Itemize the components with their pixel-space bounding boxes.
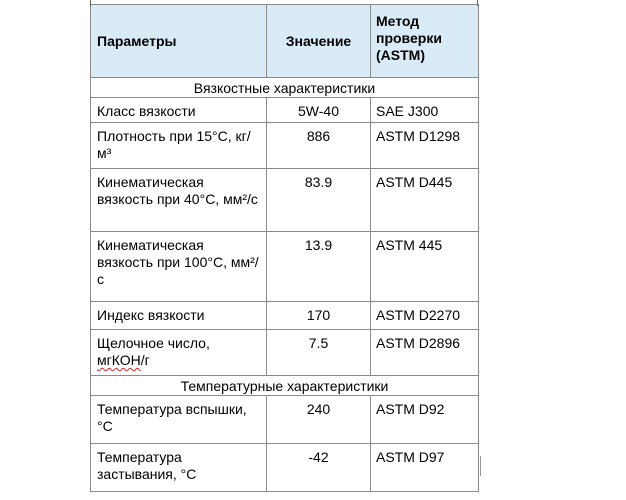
row-method: SAE J300 [371,98,479,123]
row-method: ASTM 445 [371,232,479,302]
row-parameter: Температура вспышки, °С [91,396,267,444]
row-value: 170 [267,302,371,330]
row-parameter-suffix: /г [140,352,150,368]
table-row [91,169,479,232]
table-row [91,123,479,169]
row-value: 886 [267,123,371,169]
header-row [91,5,479,78]
row-value: 5W-40 [267,98,371,123]
table-row [91,444,479,492]
section-row-viscosity [91,78,479,98]
row-value: -42 [267,444,371,492]
oil-specification-table [90,4,479,492]
crop-edge-mark [90,0,91,6]
row-parameter: Кинематическая вязкость при 40°С, мм²/с [91,169,267,232]
table-row [91,302,479,330]
row-method: ASTM D1298 [371,123,479,169]
spec-sheet [90,4,478,492]
row-method: ASTM D97 [371,444,479,492]
section-title: Вязкостные характеристики [91,78,479,98]
section-title: Температурные характеристики [91,376,479,396]
row-parameter: Температура застывания, °С [91,444,267,492]
row-value: 7.5 [267,330,371,376]
header-value: Значение [267,5,371,78]
row-parameter-prefix: Щелочное число, [97,335,210,351]
table-row [91,232,479,302]
row-method: ASTM D445 [371,169,479,232]
table-row [91,396,479,444]
header-method: Метод проверки (ASTM) [371,5,479,78]
table-row [91,98,479,123]
row-value: 83.9 [267,169,371,232]
row-method: ASTM D2896 [371,330,479,376]
section-row-temperature [91,376,479,396]
row-method: ASTM D2270 [371,302,479,330]
row-parameter [91,330,267,376]
row-parameter: Плотность при 15°С, кг/м³ [91,123,267,169]
spellcheck-marked-word: мгКОН [97,352,141,368]
row-parameter: Класс вязкости [91,98,267,123]
row-value: 240 [267,396,371,444]
crop-edge-mark [477,0,478,6]
table-row [91,330,479,376]
crop-edge-mark [480,456,481,476]
row-method: ASTM D92 [371,396,479,444]
row-parameter: Индекс вязкости [91,302,267,330]
header-parameter: Параметры [91,5,267,78]
row-value: 13.9 [267,232,371,302]
row-parameter: Кинематическая вязкость при 100°С, мм²/с [91,232,267,302]
